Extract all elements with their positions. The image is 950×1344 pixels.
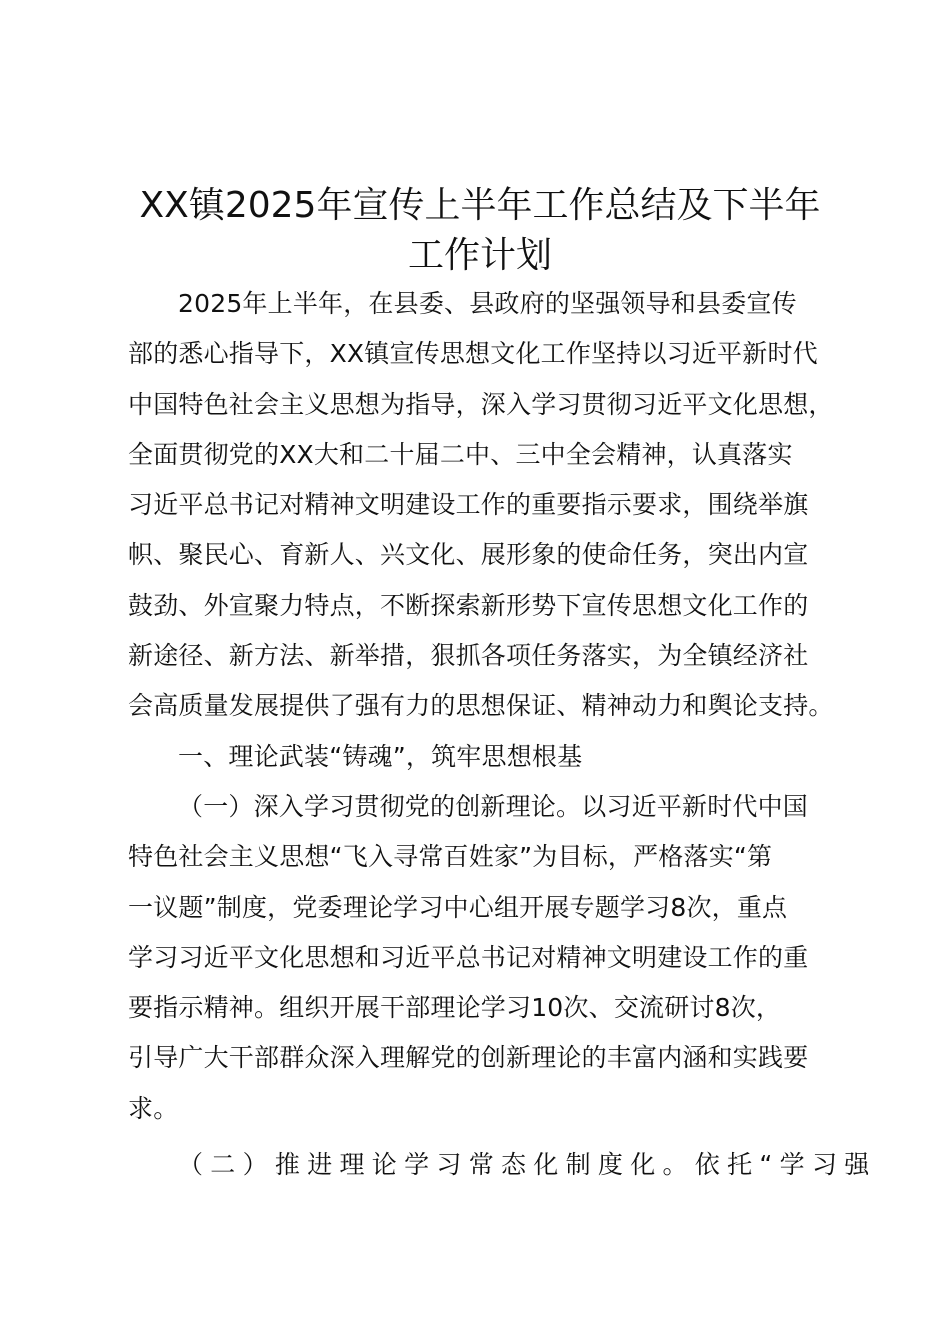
item1-line: 求。 (128, 1093, 179, 1123)
intro-line: 习近平总书记对精神文明建设工作的重要指示要求，围绕举旗 (128, 490, 809, 520)
intro-line: 全面贯彻党的XX大和二十届二中、三中全会精神，认真落实 (128, 439, 793, 469)
item1-line: （一）深入学习贯彻党的创新理论。以习近平新时代中国 (178, 791, 809, 821)
item1-paragraph (128, 782, 838, 1134)
document-body (128, 279, 877, 1190)
section-heading (128, 732, 838, 782)
intro-line: 中国特色社会主义思想为指导，深入学习贯彻习近平文化思想， (128, 389, 834, 419)
intro-line: 新途径、新方法、新举措，狠抓各项任务落实，为全镇经济社 (128, 641, 809, 671)
intro-line: 帜、聚民心、育新人、兴文化、展形象的使命任务，突出内宣 (128, 540, 809, 570)
document-title-line2: 工作计划 (407, 235, 552, 276)
intro-line: 2025年上半年，在县委、县政府的坚强领导和县委宣传 (178, 289, 797, 318)
intro-line: 部的悉心指导下，XX镇宣传思想文化工作坚持以习近平新时代 (128, 339, 818, 369)
item1-line: 学习习近平文化思想和习近平总书记对精神文明建设工作的重 (128, 942, 809, 972)
item1-line: 特色社会主义思想“飞入寻常百姓家”为目标，严格落实“第 (128, 842, 773, 872)
item1-line: 引导广大干部群众深入理解党的创新理论的丰富内涵和实践要 (128, 1043, 809, 1073)
document-title-line1: XX镇2025年宣传上半年工作总结及下半年 (139, 185, 821, 226)
intro-paragraph (128, 279, 838, 732)
section1-heading: 一、理论武装“铸魂”，筑牢思想根基 (178, 741, 583, 771)
intro-line: 会高质量发展提供了强有力的思想保证、精神动力和舆论支持。 (128, 691, 834, 721)
item2-paragraph (128, 1140, 877, 1190)
item1-line: 一议题”制度，党委理论学习中心组开展专题学习8次，重点 (128, 892, 788, 922)
item1-line: 要指示精神。组织开展干部理论学习10次、交流研讨8次， (128, 993, 782, 1023)
intro-line: 鼓劲、外宣聚力特点，不断探索新形势下宣传思想文化工作的 (128, 590, 809, 620)
item2-line: （二）推进理论学习常态化制度化。依托“学习强 (178, 1150, 877, 1180)
